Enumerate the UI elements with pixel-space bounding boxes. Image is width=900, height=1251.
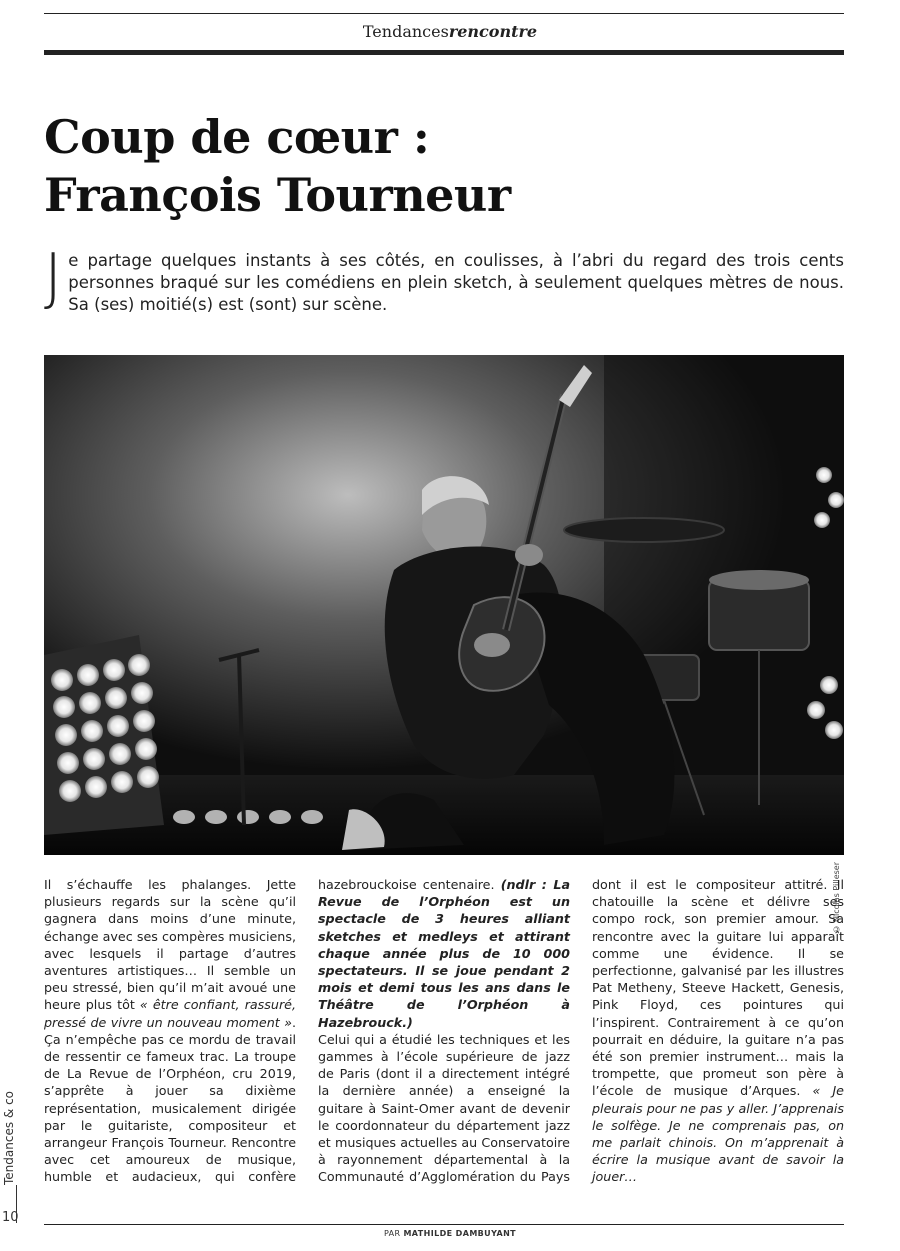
footer-rule — [44, 1224, 844, 1225]
body-paragraph — [592, 876, 844, 1186]
article-headline — [44, 108, 844, 224]
header-bottom-rule — [44, 50, 844, 55]
byline-author: MATHILDE DAMBUYANT — [403, 1229, 517, 1238]
section-side-label: Tendances & co — [2, 1090, 16, 1185]
body-paragraph: Celui qui a étudié les techniques et les gammes à l’école supérieure de jazz de Paris (dont il a directement intégré la dernière année) a enseigné la guitare à Saint-Omer avant de devenir le coordonnateur du département jazz et musiques actuelles au Conservatoire à rayonnement départemental à la Communauté d’Agglomération du Pays — [318, 1031, 570, 1185]
header-top-rule — [44, 13, 844, 14]
headline-line-1: Coup de cœur : — [44, 110, 430, 164]
body-text: hazebrouckoise centenaire. — [318, 877, 501, 892]
body-column-1 — [44, 876, 296, 1186]
page-number: 10 — [2, 1210, 19, 1225]
body-paragraph — [318, 876, 570, 1031]
body-text: Il s’échauffe les phalanges. Jette plusieurs regards sur la scène qu’il gagnera dans moins d’une minute, échange avec ses compères musiciens, avec lesquels il partage d’autres aventures artistiques… Il semble un peu stressé, bien qu’il m’ait avoué une heure plus tôt — [44, 877, 296, 1013]
body-column-3 — [592, 876, 844, 1186]
byline-prefix: PAR — [383, 1229, 401, 1238]
section-emphasis: rencontre — [448, 22, 538, 41]
guitarist-on-stage-image — [44, 355, 844, 855]
section-header — [0, 22, 900, 41]
body-column-2 — [318, 876, 570, 1186]
article-lead — [44, 240, 844, 316]
headline-line-2: François Tourneur — [44, 168, 511, 222]
body-text: . Ça n’empêche pas ce mordu de travail de ressentir ce fameux trac. La troupe de La Revue de l’Orphéon, cru 2019, s’apprête à jouer sa dixième représentation, musicalement dirigée par le guitariste, compositeur et arrangeur François Tourneur. Rencontre avec cet amoureux de musique, humble et audacieux, qui confère — [44, 1014, 296, 1185]
drop-cap: J — [44, 240, 63, 313]
article-body — [44, 876, 844, 1186]
body-paragraph — [44, 876, 296, 1186]
body-quote: « être confiant, rassuré, pressé de vivre un nouveau moment » — [44, 997, 297, 1030]
editor-note: (ndlr : La Revue de l’Orphéon est un spectacle de 3 heures alliant sketches et medleys et attirant chaque année plus de 10 000 spectateurs. Il se joue pendant 2 mois et demi tous les ans dans le Théâtre de l’Orphéon à Hazebrouck.) — [318, 877, 571, 1030]
body-text: dont il est le compositeur attitré. Il chatouille la scène et délivre ses compo rock, son premier amour. Sa rencontre avec la guitare lui apparaît comme une évidence. Il se perfectionne, galvanisé par les illustres Pat Metheny, Steeve Hackett, Genesis, Pink Floyd, ces pointures qui l’inspirent. Contrairement à ce qu’on pourrait en déduire, la guitare n’a pas été son premier instrument… mais la trompette, que promeut son père à l’école de musique d’Arques. — [592, 877, 844, 1099]
section-name: Tendances — [362, 22, 449, 41]
concert-photo — [44, 355, 844, 855]
photo-credit: © Nicolas Pilleser — [832, 862, 841, 934]
body-quote: « Je pleurais pour ne pas y aller. J’apprenais le solfège. Je ne comprenais pas, on me parlait chinois. On m’apprenait à écrire la musique avant de savoir la jouer… — [592, 1083, 844, 1185]
byline — [0, 1229, 900, 1238]
stage-light-left — [44, 635, 164, 835]
lead-text: e partage quelques instants à ses côtés, en coulisses, à l’abri du regard des trois cents personnes braqué sur les comédiens en plein sketch, à seulement quelques mètres de nous. Sa (ses) moitié(s) est (sont) sur scène. — [68, 251, 844, 314]
